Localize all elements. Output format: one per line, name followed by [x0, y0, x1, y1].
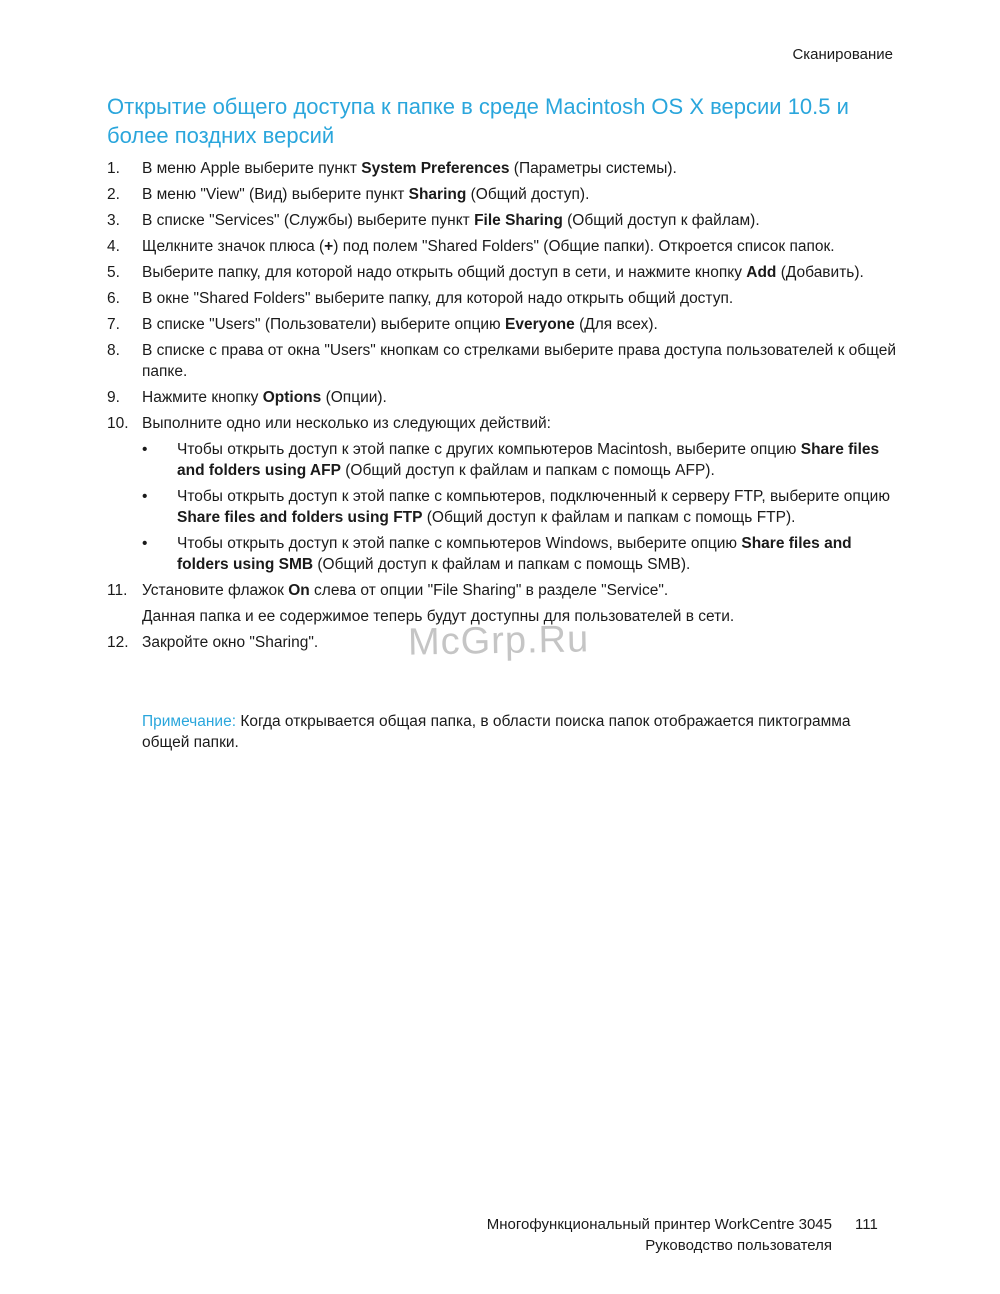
step-number: 8. [107, 342, 120, 359]
step-number: 9. [107, 389, 120, 406]
text-run: (Опции). [321, 389, 387, 406]
text-run: Выберите папку, для которой надо открыть общий доступ в сети, и нажмите кнопку [142, 264, 747, 281]
step-text [142, 314, 907, 335]
bullet-icon: • [142, 441, 148, 458]
text-run: (Параметры системы). [509, 160, 677, 177]
text-run: (Для всех). [574, 316, 658, 333]
text-run: В окне "Shared Folders" выберите папку, для которой надо открыть общий доступ. [142, 290, 734, 307]
step-number: 11. [107, 582, 128, 599]
text-run: (Общий доступ к файлам). [562, 212, 760, 229]
page-number: 111 [855, 1216, 878, 1233]
text-run: (Общий доступ к файлам и папкам с помощь FTP). [422, 509, 796, 526]
step-item [107, 340, 907, 382]
text-run: Чтобы открыть доступ к этой папке с компьютеров, подключенный к серверу FTP, выберите опцию [177, 488, 890, 505]
step-item [107, 262, 907, 283]
footer [487, 1214, 832, 1256]
note-text: Когда открывается общая папка, в области поиска папок отображается пиктограмма общей папки. [142, 713, 851, 751]
footer-guide: Руководство пользователя [645, 1237, 832, 1254]
step-number: 6. [107, 290, 120, 307]
step-text [142, 413, 907, 434]
text-run: Выполните одно или несколько из следующих действий: [142, 415, 551, 432]
bold-term: Share files and folders using SMB [177, 535, 852, 573]
step-item [107, 387, 907, 408]
text-run: Чтобы открыть доступ к этой папке с компьютеров Windows, выберите опцию [177, 535, 742, 552]
step-number: 10. [107, 415, 129, 432]
text-run: Установите флажок [142, 582, 289, 599]
bold-term: Sharing [408, 186, 467, 203]
note-label: Примечание: [142, 713, 237, 730]
bullet-icon: • [142, 535, 148, 552]
text-run: В списке "Users" (Пользователи) выберите опцию [142, 316, 505, 333]
step-result: Данная папка и ее содержимое теперь будут доступны для пользователей в сети. [142, 608, 735, 625]
bold-term: System Preferences [361, 160, 510, 177]
text-run: В списке с права от окна "Users" кнопкам со стрелками выберите права доступа пользователей к общей папке. [142, 342, 897, 380]
bullet-list [142, 439, 907, 575]
step-item [107, 413, 907, 575]
step-text [142, 158, 907, 179]
text-run: В меню Apple выберите пункт [142, 160, 362, 177]
bullet-icon: • [142, 488, 148, 505]
step-number: 3. [107, 212, 120, 229]
bold-term: + [324, 238, 334, 255]
step-text [142, 387, 907, 408]
text-run: Щелкните значок плюса ( [142, 238, 325, 255]
watermark: McGrp.Ru [407, 618, 590, 664]
step-text [142, 580, 907, 601]
step-item [107, 158, 907, 179]
steps-list [107, 158, 907, 658]
step-item [107, 314, 907, 335]
bold-term: Everyone [504, 316, 575, 333]
step-number: 12. [107, 634, 129, 651]
bullet-text [177, 533, 907, 575]
bold-term: On [288, 582, 310, 599]
step-number: 1. [107, 160, 120, 177]
bullet-item [142, 486, 907, 528]
bold-term: File Sharing [474, 212, 563, 229]
text-run: Чтобы открыть доступ к этой папке с других компьютеров Macintosh, выберите опцию [177, 441, 801, 458]
bullet-text [177, 439, 907, 481]
text-run: (Общий доступ к файлам и папкам с помощь AFP). [340, 462, 715, 479]
step-number: 2. [107, 186, 120, 203]
step-item [107, 210, 907, 231]
text-run: ) под полем "Shared Folders" (Общие папки). Откроется список папок. [333, 238, 835, 255]
bullet-item [142, 533, 907, 575]
bold-term: Share files and folders using AFP [177, 441, 880, 479]
text-run: слева от опции "File Sharing" в разделе "Service". [309, 582, 669, 599]
text-run: Закройте окно "Sharing". [142, 634, 319, 651]
bold-term: Options [262, 389, 322, 406]
step-text [142, 262, 907, 283]
bold-term: Add [746, 264, 777, 281]
text-run: (Общий доступ). [466, 186, 590, 203]
step-item [107, 184, 907, 205]
text-run: В меню "View" (Вид) выберите пункт [142, 186, 409, 203]
page-heading: Открытие общего доступа к папке в среде Macintosh OS X версии 10.5 и более поздних версий [107, 94, 849, 148]
footer-product: Многофункциональный принтер WorkCentre 3045 [486, 1216, 832, 1233]
step-item [107, 288, 907, 309]
note [142, 711, 862, 753]
bold-term: Share files and folders using FTP [177, 509, 423, 526]
step-text [142, 184, 907, 205]
step-number: 4. [107, 238, 120, 255]
step-text [142, 236, 907, 257]
step-text [142, 210, 907, 231]
step-item [107, 236, 907, 257]
step-number: 5. [107, 264, 120, 281]
step-number: 7. [107, 316, 120, 333]
step-text [142, 288, 907, 309]
text-run: (Добавить). [776, 264, 864, 281]
text-run: В списке "Services" (Службы) выберите пункт [142, 212, 475, 229]
step-text [142, 340, 907, 382]
section-title: Сканирование [792, 46, 893, 63]
text-run: (Общий доступ к файлам и папкам с помощь SMB). [313, 556, 691, 573]
bullet-text [177, 486, 907, 528]
bullet-item [142, 439, 907, 481]
text-run: Нажмите кнопку [142, 389, 263, 406]
